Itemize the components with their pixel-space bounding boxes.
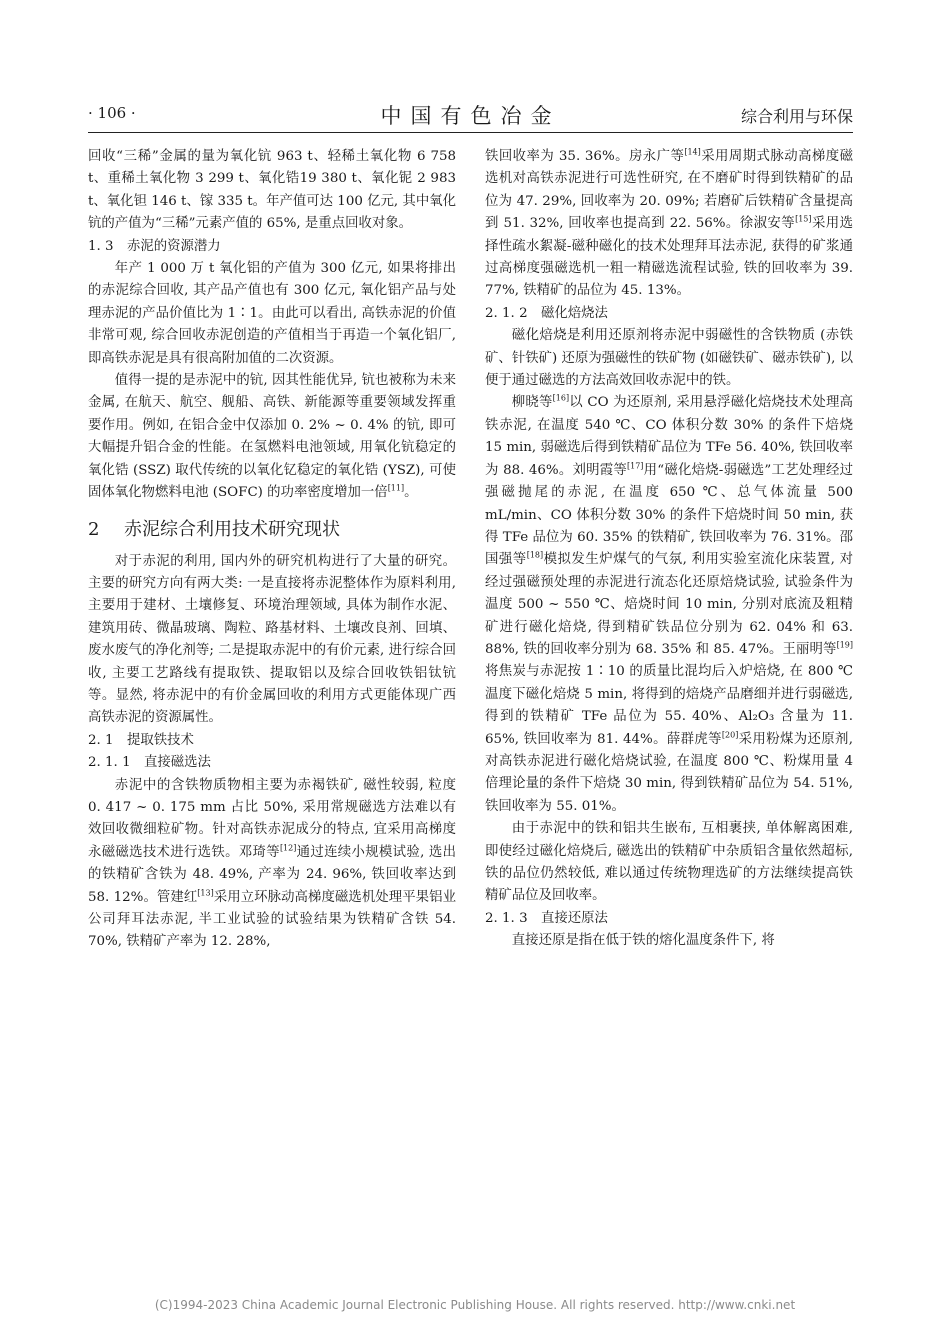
citation-ref: [14] — [684, 147, 701, 157]
paragraph-text: 采用选择性疏水絮凝-磁种磁化的技术处理拜耳法赤泥, 获得的矿浆通过高梯度强磁选机一粗一精磁选流程试验, 铁的回收率为 39. 77%, 铁精矿的品位为 45. 13%。 — [485, 216, 854, 299]
citation-ref: [17] — [626, 461, 644, 471]
page-header — [88, 100, 853, 130]
citation-ref: [11] — [387, 483, 405, 493]
paragraph — [485, 325, 853, 392]
copyright-footer: (C)1994-2023 China Academic Journal Electronic Publishing House. All rights reserved. http://www.cnki.net — [154, 1298, 796, 1312]
paragraph-text: 对于赤泥的利用, 国内外的研究机构进行了大量的研究。主要的研究方向有两大类: 一是直接将赤泥整体作为原料利用, 主要用于建材、土壤修复、环境治理领域, 具体为制作水泥、建筑用砖、微晶玻璃、陶粒、路基材料、土壤改良剂、回填、废水废气的净化剂等; 二是提取赤泥中的有价元素, 进行综合回收, 主要工艺路线有提取铁、提取铝以及综合回收铁铝钛钪等。显然, 将赤泥中的有价金属回收的利用方式更能体现广西高铁赤泥的资源属性。 — [88, 553, 456, 726]
subsection-heading: 1. 3 赤泥的资源潜力 — [88, 238, 221, 254]
citation-ref: [19] — [836, 640, 853, 650]
subsection-heading: 2. 1. 3 直接还原法 — [485, 910, 608, 926]
subsection-heading: 2. 1 提取铁技术 — [88, 732, 194, 748]
citation-ref: [18] — [526, 550, 544, 560]
paragraph-text: 赤泥中的含铁物质物相主要为赤褐铁矿, 磁性较弱, 粒度 0. 417 ~ 0. 175 mm 占比 50%, 采用常规磁选方法难以有效回收微细粒矿物。针对高铁赤泥成分的特点, 宜采用高梯度永磁磁选技术进行选铁。邓琦等 — [88, 777, 456, 860]
paragraph — [485, 930, 853, 952]
paragraph-text: 采用立环脉动高梯度磁选机处理平果铝业公司拜耳法赤泥, 半工业试验的试验结果为铁精矿含铁 54. 70%, 铁精矿产率为 12. 28%, — [88, 889, 456, 950]
paragraph-text: 铁回收率为 35. 36%。房永广等 — [485, 149, 685, 164]
section-heading — [88, 517, 456, 543]
paragraph-text: 将焦炭与赤泥按 1∶10 的质量比混均后入炉焙烧, 在 800 ℃ 温度下磁化焙烧 5 min, 将得到的焙烧产品磨细并进行弱磁选, 得到的铁精矿 TFe 品位为 55. 40%、Al₂O₃ 含量为 11. 65%, 铁回收率为 81. 44%。薛群虎等 — [485, 664, 853, 747]
citation-ref: [16] — [552, 394, 570, 403]
paragraph-text: 直接还原是指在低于铁的熔化温度条件下, 将 — [511, 933, 775, 949]
paragraph-text: 磁化焙烧是利用还原剂将赤泥中弱磁性的含铁物质 (赤铁矿、针铁矿) 还原为强磁性的铁矿物 (如磁铁矿、磁赤铁矿), 以便于通过磁选的方法高效回收赤泥中的铁。 — [485, 328, 853, 389]
section-number: 2 — [88, 518, 100, 540]
citation-ref: [20] — [721, 730, 739, 740]
paragraph — [485, 818, 853, 908]
paragraph-text: 模拟发生炉煤气的气氛, 利用实验室流化床装置, 对经过强磁预处理的赤泥进行流态化还原焙烧试验, 试验条件为温度 500 ~ 550 ℃、焙烧时间 10 min, 分别对底流及粗精矿进行磁化焙烧, 得到精矿铁品位分别为 62. 04% 和 63. 88%, 铁的回收率分别为 68. 35% 和 85. 47%。王丽明等 — [485, 552, 854, 657]
section-title: 赤泥综合利用技术研究现状 — [124, 518, 340, 540]
paragraph-text: 年产 1 000 万 t 氧化铝的产值为 300 亿元, 如果将排出的赤泥综合回收, 其产品产值也有 300 亿元, 氧化铝产品与处理赤泥的产品价值比为 1∶1。由此可以看出, 高铁赤泥的价值非常可观, 综合回收赤泥创造的产值相当于再造一个氧化铝厂, 即高铁赤泥是具有很高附加值的二次资源。 — [88, 261, 456, 366]
subsection-heading: 2. 1. 2 磁化焙烧法 — [485, 305, 608, 321]
right-column — [485, 146, 853, 953]
paragraph-text: 由于赤泥中的铁和铝共生嵌布, 互相裹挟, 单体解离困难, 即使经过磁化焙烧后, 磁选出的铁精矿中杂质铝含量依然超标, 铁的品位仍然较低, 难以通过传统物理选矿的方法继续提高铁精矿品位及回收率。 — [485, 821, 853, 904]
paragraph-text: 采用周期式脉动高梯度磁选机对高铁赤泥进行可选性研究, 在不磨矿时得到铁精矿的品位为 47. 29%, 回收率为 20. 09%; 若磨矿后铁精矿含量提高到 51. 32%, 回收率也提高到 22. 56%。徐淑安等 — [485, 149, 853, 232]
subsection-heading: 2. 1. 1 直接磁选法 — [88, 755, 211, 771]
paragraph — [88, 551, 456, 730]
page-number: · 106 · — [88, 104, 136, 122]
citation-ref: [13] — [197, 888, 214, 898]
paragraph — [485, 146, 853, 303]
paragraph-text: 采用粉煤为还原剂, 对高铁赤泥进行磁化焙烧试验, 在温度 800 ℃、粉煤用量 4 倍理论量的条件下焙烧 30 min, 得到铁精矿品位为 54. 51%, 铁回收率为 55. 01%。 — [485, 731, 853, 814]
journal-title: 中国有色冶金 — [380, 104, 561, 128]
paragraph-text: 。 — [404, 485, 418, 501]
left-column — [88, 146, 456, 954]
paragraph-text: 通过连续小规模试验, 选出的铁精矿含铁为 48. 49%, 产率为 24. 96%, 铁回收率达到 58. 12%。管建红 — [88, 844, 456, 905]
paragraph — [88, 258, 456, 370]
paragraph-text: 柳晓等 — [511, 395, 553, 411]
header-rule — [88, 132, 853, 133]
paragraph — [485, 392, 853, 818]
paragraph — [88, 775, 456, 954]
paragraph-text: 回收“三稀”金属的量为氧化钪 963 t、轻稀土氧化物 6 758 t、重稀土氧化物 3 299 t、氧化锆19 380 t、氧化铌 2 983 t、氧化钽 146 t、镓 335 t。年产值可达 100 亿元, 其中氧化钪的产值为“三稀”元素产值的 65%, 是重点回收对象。 — [88, 149, 456, 232]
paragraph-text: 以 CO 为还原剂, 采用悬浮磁化焙烧技术处理高铁赤泥, 在温度 540 ℃、CO 体积分数 30% 的条件下焙烧 15 min, 弱磁选后得到铁精矿品位为 TFe 56. 40%, 铁回收率为 88. 46%。刘明霞等 — [485, 395, 854, 478]
paragraph — [88, 370, 456, 504]
paragraph-text: 用“磁化焙烧-弱磁选”工艺处理经过强磁抛尾的赤泥, 在温度 650 ℃、总气体流量 500 mL/min、CO 体积分数 30% 的条件下焙烧时间 50 min, 获得 TFe 品位为 60. 35% 的铁精矿, 铁回收率为 76. 31%。邵国强等 — [485, 462, 853, 568]
paragraph-text: 值得一提的是赤泥中的钪, 因其性能优异, 钪也被称为未来金属, 在航天、航空、舰船、高铁、新能源等重要领域发挥重要作用。例如, 在铝合金中仅添加 0. 2% ~ 0. 4% 的钪, 即可大幅提升铝合金的性能。在氢燃料电池领域, 用氧化钪稳定的氧化锆 (SSZ) 取代传统的以氧化钇稳定的氧化锆 (YSZ), 可使固体氧化物燃料电池 (SOFC) 的功率密度增加一倍 — [88, 373, 456, 501]
citation-ref: [12] — [279, 843, 297, 853]
citation-ref: [15] — [795, 214, 812, 224]
section-label: 综合利用与环保 — [740, 107, 853, 126]
paragraph — [88, 146, 456, 236]
